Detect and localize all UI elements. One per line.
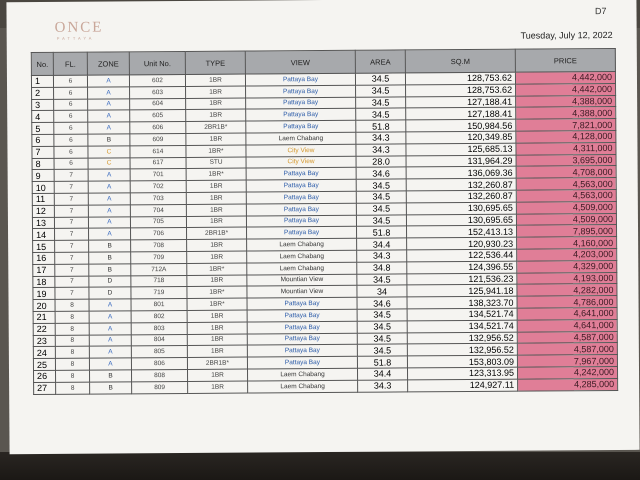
cell-price: 4,442,000: [516, 83, 616, 95]
column-header-floor: FL.: [53, 52, 87, 75]
cell-view: Pattaya Bay: [246, 215, 356, 228]
cell-unit: 704: [130, 204, 186, 216]
cell-unit: 703: [130, 192, 186, 204]
cell-type: 1BR: [186, 180, 246, 192]
cell-type: 2BR1B*: [187, 357, 247, 369]
cell-price: 4,282,000: [517, 284, 617, 296]
cell-price: 4,563,000: [516, 178, 616, 190]
cell-zone: C: [88, 157, 130, 169]
cell-zone: B: [89, 264, 131, 276]
cell-area: 34.5: [357, 321, 407, 333]
cell-type: 1BR: [187, 369, 247, 381]
cell-area: 51.8: [357, 356, 407, 368]
cell-price: 4,329,000: [517, 260, 617, 272]
cell-view: Laem Chabang: [248, 380, 358, 393]
cell-no: 27: [34, 382, 56, 394]
cell-price: 4,311,000: [516, 142, 616, 154]
cell-type: 1BR*: [186, 145, 246, 157]
cell-view: Pattaya Bay: [246, 85, 356, 98]
cell-price: 4,285,000: [518, 378, 618, 390]
cell-type: 1BR: [186, 216, 246, 228]
cell-area: 34.3: [356, 132, 406, 144]
cell-sqm: 125,685.13: [406, 143, 516, 156]
column-header-sqm: SQ.M: [405, 49, 515, 73]
cell-type: 1BR*: [187, 298, 247, 310]
column-header-zone: ZONE: [87, 52, 129, 75]
cell-zone: A: [88, 216, 130, 228]
cell-view: Pattaya Bay: [245, 73, 355, 86]
cell-type: 2BR1B*: [187, 227, 247, 239]
cell-type: 1BR: [186, 204, 246, 216]
floor-background: [0, 452, 640, 480]
cell-price: 4,563,000: [516, 189, 616, 201]
cell-unit: 606: [130, 122, 186, 134]
cell-no: 26: [34, 370, 56, 382]
cell-no: 15: [33, 241, 55, 253]
cell-sqm: 123,313.95: [407, 367, 517, 380]
cell-view: Pattaya Bay: [246, 168, 356, 181]
cell-price: 4,587,000: [517, 331, 617, 343]
cell-zone: A: [89, 228, 131, 240]
cell-area: 34.5: [356, 214, 406, 226]
cell-sqm: 128,753.62: [406, 84, 516, 97]
cell-area: 34.3: [358, 380, 408, 392]
cell-view: Pattaya Bay: [246, 179, 356, 192]
cell-sqm: 130,695.65: [406, 214, 516, 227]
cell-floor: 6: [54, 134, 88, 146]
cell-zone: A: [89, 346, 131, 358]
cell-price: 7,821,000: [516, 119, 616, 131]
cell-floor: 8: [55, 299, 89, 311]
cell-zone: A: [88, 110, 130, 122]
cell-sqm: 150,984.56: [406, 119, 516, 132]
cell-no: 17: [33, 264, 55, 276]
cell-zone: A: [89, 299, 131, 311]
cell-no: 9: [32, 170, 54, 182]
cell-sqm: 152,413.13: [407, 226, 517, 239]
cell-unit: 602: [129, 74, 185, 86]
cell-no: 14: [33, 229, 55, 241]
cell-unit: 803: [131, 322, 187, 334]
cell-zone: A: [88, 205, 130, 217]
cell-unit: 706: [131, 228, 187, 240]
cell-view: Mountian View: [247, 274, 357, 287]
cell-floor: 8: [56, 382, 90, 394]
cell-type: 1BR: [186, 98, 246, 110]
cell-zone: A: [89, 334, 131, 346]
cell-floor: 8: [55, 311, 89, 323]
cell-unit: 617: [130, 157, 186, 169]
cell-area: 28.0: [356, 155, 406, 167]
cell-floor: 7: [55, 276, 89, 288]
cell-floor: 8: [55, 323, 89, 335]
column-header-type: TYPE: [185, 51, 245, 74]
cell-type: 1BR: [187, 334, 247, 346]
cell-view: City View: [246, 144, 356, 157]
cell-price: 4,203,000: [517, 248, 617, 260]
cell-floor: 7: [54, 181, 88, 193]
cell-zone: B: [88, 134, 130, 146]
cell-floor: 7: [55, 240, 89, 252]
cell-unit: 702: [130, 181, 186, 193]
cell-unit: 805: [131, 346, 187, 358]
cell-view: Laem Chabang: [247, 262, 357, 275]
cell-area: 34: [357, 285, 407, 297]
cell-floor: 6: [54, 111, 88, 123]
cell-no: 23: [33, 335, 55, 347]
cell-floor: 6: [54, 158, 88, 170]
cell-floor: 6: [54, 122, 88, 134]
cell-view: Laem Chabang: [246, 132, 356, 145]
cell-zone: A: [88, 181, 130, 193]
cell-no: 7: [32, 146, 54, 158]
cell-sqm: 131,964.29: [406, 155, 516, 168]
cell-sqm: 124,927.11: [408, 379, 518, 392]
cell-zone: A: [88, 193, 130, 205]
cell-area: 34.5: [357, 309, 407, 321]
cell-price: 4,641,000: [517, 307, 617, 319]
cell-view: Pattaya Bay: [247, 309, 357, 322]
cell-type: STU: [186, 157, 246, 169]
cell-no: 18: [33, 276, 55, 288]
cell-no: 1: [31, 75, 53, 87]
cell-sqm: 138,323.70: [407, 296, 517, 309]
cell-sqm: 124,396.55: [407, 261, 517, 274]
cell-no: 10: [32, 182, 54, 194]
cell-price: 3,695,000: [516, 154, 616, 166]
cell-zone: A: [89, 323, 131, 335]
cell-price: 4,193,000: [517, 272, 617, 284]
page-code: D7: [594, 6, 607, 17]
cell-type: 1BR: [186, 192, 246, 204]
cell-floor: 6: [54, 146, 88, 158]
cell-sqm: 121,536.23: [407, 273, 517, 286]
column-header-area: AREA: [355, 50, 405, 73]
cell-view: Pattaya Bay: [246, 109, 356, 122]
cell-unit: 708: [131, 240, 187, 252]
cell-unit: 701: [130, 169, 186, 181]
cell-zone: D: [89, 287, 131, 299]
cell-unit: 609: [130, 133, 186, 145]
cell-view: Laem Chabang: [247, 250, 357, 263]
cell-floor: 7: [54, 205, 88, 217]
cell-zone: B: [90, 370, 132, 382]
cell-type: 1BR: [188, 381, 248, 393]
cell-sqm: 132,956.52: [407, 332, 517, 345]
table-body: [31, 71, 617, 394]
cell-price: 4,388,000: [516, 95, 616, 107]
price-table: [31, 48, 618, 395]
cell-type: 1BR: [186, 86, 246, 98]
cell-view: City View: [246, 156, 356, 169]
cell-area: 34.6: [357, 297, 407, 309]
cell-area: 34.8: [357, 262, 407, 274]
cell-type: 1BR: [186, 109, 246, 121]
cell-floor: 7: [54, 217, 88, 229]
cell-no: 11: [32, 193, 54, 205]
cell-area: 34.5: [357, 273, 407, 285]
cell-type: 1BR: [187, 275, 247, 287]
cell-sqm: 120,930.23: [407, 237, 517, 250]
column-header-price: PRICE: [515, 48, 615, 72]
cell-floor: 8: [55, 346, 89, 358]
cell-sqm: 122,536.44: [407, 249, 517, 262]
cell-view: Pattaya Bay: [246, 120, 356, 133]
brand-logo: ONCE: [54, 19, 104, 36]
cell-zone: D: [89, 275, 131, 287]
cell-area: 51.8: [357, 226, 407, 238]
cell-type: 1BR: [187, 345, 247, 357]
cell-no: 25: [33, 358, 55, 370]
cell-area: 34.4: [357, 368, 407, 380]
document-date: Tuesday, July 12, 2022: [520, 29, 613, 41]
cell-floor: 8: [55, 335, 89, 347]
cell-no: 20: [33, 300, 55, 312]
cell-no: 19: [33, 288, 55, 300]
column-header-unit: Unit No.: [129, 51, 185, 74]
cell-area: 34.6: [356, 167, 406, 179]
cell-area: 34.3: [357, 250, 407, 262]
cell-zone: A: [88, 122, 130, 134]
cell-sqm: 134,521.74: [407, 320, 517, 333]
cell-area: 34.5: [356, 97, 406, 109]
cell-area: 34.3: [356, 144, 406, 156]
cell-floor: 6: [53, 75, 87, 87]
cell-area: 34.5: [356, 191, 406, 203]
cell-zone: A: [88, 87, 130, 99]
cell-unit: 802: [131, 310, 187, 322]
cell-price: 4,128,000: [516, 130, 616, 142]
cell-type: 1BR*: [187, 263, 247, 275]
cell-unit: 719: [131, 287, 187, 299]
cell-sqm: 132,260.87: [406, 178, 516, 191]
cell-type: 2BR1B*: [186, 121, 246, 133]
cell-unit: 604: [130, 98, 186, 110]
cell-unit: 603: [130, 86, 186, 98]
cell-floor: 7: [55, 264, 89, 276]
cell-floor: 6: [54, 99, 88, 111]
cell-zone: B: [89, 252, 131, 264]
cell-area: 34.5: [356, 108, 406, 120]
cell-view: Pattaya Bay: [247, 297, 357, 310]
cell-no: 3: [32, 99, 54, 111]
cell-type: 1BR: [186, 133, 246, 145]
cell-price: 4,242,000: [517, 366, 617, 378]
cell-floor: 7: [54, 193, 88, 205]
cell-sqm: 120,349.85: [406, 131, 516, 144]
cell-price: 4,708,000: [516, 166, 616, 178]
cell-area: 34.5: [356, 179, 406, 191]
cell-no: 13: [32, 217, 54, 229]
cell-price: 4,509,000: [516, 201, 616, 213]
price-list-sheet: [6, 0, 639, 454]
cell-unit: 806: [131, 358, 187, 370]
cell-zone: A: [88, 98, 130, 110]
cell-type: 1BR: [187, 239, 247, 251]
cell-price: 4,509,000: [516, 213, 616, 225]
cell-zone: A: [89, 311, 131, 323]
cell-sqm: 136,069.36: [406, 167, 516, 180]
cell-unit: 718: [131, 275, 187, 287]
cell-view: Pattaya Bay: [247, 227, 357, 240]
cell-price: 4,388,000: [516, 107, 616, 119]
cell-zone: C: [88, 146, 130, 158]
cell-view: Pattaya Bay: [247, 356, 357, 369]
cell-sqm: 127,188.41: [406, 96, 516, 109]
cell-area: 34.5: [355, 73, 405, 85]
cell-floor: 8: [56, 370, 90, 382]
cell-area: 51.8: [356, 120, 406, 132]
cell-area: 34.5: [356, 203, 406, 215]
cell-area: 34.5: [357, 344, 407, 356]
cell-floor: 8: [55, 358, 89, 370]
cell-no: 24: [33, 347, 55, 359]
cell-type: 1BR: [187, 310, 247, 322]
cell-view: Pattaya Bay: [247, 345, 357, 358]
column-header-view: VIEW: [245, 50, 355, 74]
cell-view: Pattaya Bay: [246, 203, 356, 216]
cell-type: 1BR: [185, 74, 245, 86]
cell-sqm: 130,695.65: [406, 202, 516, 215]
cell-unit: 809: [132, 381, 188, 393]
cell-floor: 7: [55, 228, 89, 240]
cell-view: Pattaya Bay: [246, 191, 356, 204]
cell-no: 21: [33, 311, 55, 323]
cell-unit: 605: [130, 110, 186, 122]
cell-no: 5: [32, 123, 54, 135]
cell-price: 7,967,000: [517, 355, 617, 367]
cell-no: 6: [32, 134, 54, 146]
cell-area: 34.5: [357, 332, 407, 344]
cell-no: 12: [32, 205, 54, 217]
cell-price: 4,786,000: [517, 296, 617, 308]
cell-view: Laem Chabang: [247, 368, 357, 381]
cell-zone: B: [90, 382, 132, 394]
cell-floor: 7: [55, 287, 89, 299]
cell-unit: 614: [130, 145, 186, 157]
cell-area: 34.4: [357, 238, 407, 250]
cell-no: 16: [33, 252, 55, 264]
brand-logo-subtitle: PATTAYA: [56, 35, 95, 41]
cell-view: Pattaya Bay: [246, 97, 356, 110]
cell-floor: 7: [55, 252, 89, 264]
cell-area: 34.5: [356, 85, 406, 97]
cell-type: 1BR*: [186, 168, 246, 180]
cell-unit: 709: [131, 251, 187, 263]
cell-no: 8: [32, 158, 54, 170]
cell-sqm: 132,260.87: [406, 190, 516, 203]
cell-price: 7,895,000: [517, 225, 617, 237]
cell-view: Mountian View: [247, 286, 357, 299]
cell-sqm: 134,521.74: [407, 308, 517, 321]
cell-zone: A: [89, 358, 131, 370]
cell-sqm: 125,941.18: [407, 284, 517, 297]
cell-price: 4,160,000: [517, 237, 617, 249]
cell-unit: 808: [131, 369, 187, 381]
cell-sqm: 153,803.09: [407, 355, 517, 368]
cell-floor: 7: [54, 170, 88, 182]
cell-zone: A: [87, 75, 129, 87]
cell-sqm: 132,956.52: [407, 343, 517, 356]
cell-unit: 705: [130, 216, 186, 228]
cell-type: 1BR*: [187, 286, 247, 298]
cell-zone: B: [89, 240, 131, 252]
cell-no: 22: [33, 323, 55, 335]
cell-view: Laem Chabang: [247, 238, 357, 251]
cell-zone: A: [88, 169, 130, 181]
cell-type: 1BR: [187, 251, 247, 263]
cell-unit: 712A: [131, 263, 187, 275]
cell-price: 4,442,000: [515, 71, 615, 83]
cell-sqm: 128,753.62: [405, 72, 515, 85]
cell-unit: 801: [131, 299, 187, 311]
cell-view: Pattaya Bay: [247, 321, 357, 334]
cell-price: 4,641,000: [517, 319, 617, 331]
cell-floor: 6: [54, 87, 88, 99]
cell-price: 4,587,000: [517, 343, 617, 355]
cell-no: 2: [32, 87, 54, 99]
cell-no: 4: [32, 111, 54, 123]
cell-view: Pattaya Bay: [247, 333, 357, 346]
cell-unit: 804: [131, 334, 187, 346]
column-header-no: No.: [31, 52, 53, 75]
cell-type: 1BR: [187, 322, 247, 334]
cell-sqm: 127,188.41: [406, 108, 516, 121]
